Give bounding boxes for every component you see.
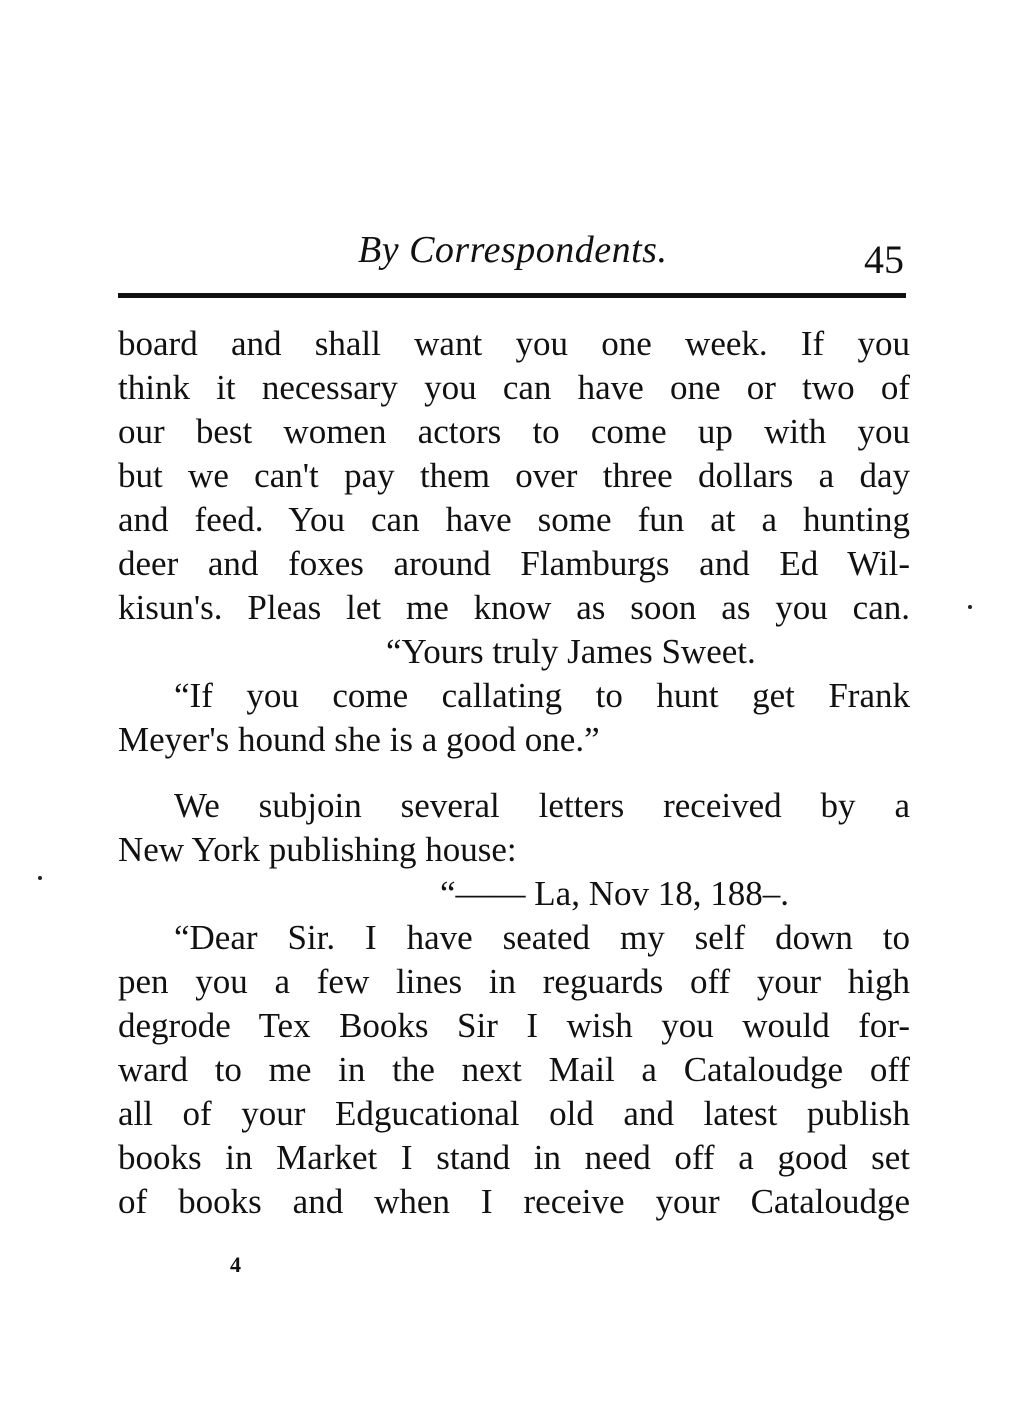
text-line: deer and foxes around Flamburgs and Ed Wil- [118,544,910,583]
body-text [118,322,910,1224]
text-line: “Dear Sir. I have seated my self down to [174,918,910,957]
signature-mark: 4 [230,1252,241,1277]
text-line: We subjoin several letters received by a [174,786,910,825]
text-line: books in Market I stand in need off a good set [118,1138,910,1177]
running-head [118,222,908,282]
text-line: all of your Edgucational old and latest publish [118,1094,910,1133]
paragraph-gap [118,762,910,784]
page-number: 45 [864,237,904,282]
text-line: ward to me in the next Mail a Cataloudge off [118,1050,910,1089]
scan-speck [968,605,972,609]
text-line: think it necessary you can have one or two of [118,368,910,407]
letter-dateline: “—— La, Nov 18, 188–. [440,874,789,913]
text-line: and feed. You can have some fun at a hunting [118,500,910,539]
text-line: of books and when I receive your Cataloudge [118,1182,910,1221]
header-rule [118,293,906,298]
text-line: New York publishing house: [118,830,517,869]
text-line: degrode Tex Books Sir I wish you would for- [118,1006,910,1045]
text-line: our best women actors to come up with you [118,412,910,451]
text-line: kisun's. Pleas let me know as soon as you can. [118,588,910,627]
text-line: pen you a few lines in reguards off your high [118,962,910,1001]
running-title: By Correspondents. [358,229,668,271]
text-line: board and shall want you one week. If you [118,324,910,363]
text-line: but we can't pay them over three dollars a day [118,456,910,495]
text-line: Meyer's hound she is a good one.” [118,720,600,759]
text-line: “If you come callating to hunt get Frank [174,676,910,715]
scan-speck [38,876,42,880]
letter-signature: “Yours truly James Sweet. [386,632,756,671]
